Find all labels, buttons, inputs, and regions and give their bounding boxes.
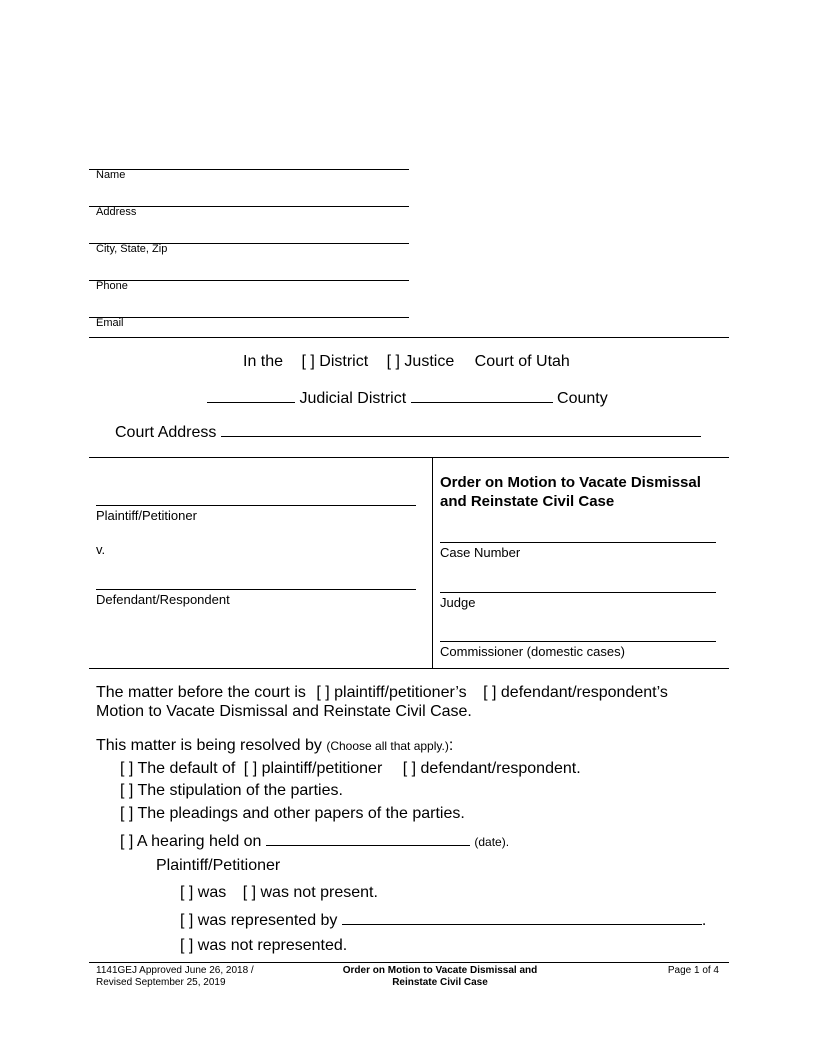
- name-line: [89, 169, 409, 170]
- footer-form-line-1: 1141GEJ Approved June 26, 2018 /: [96, 965, 254, 976]
- resolved-prefix: This matter is being resolved by: [96, 737, 322, 754]
- resolved-line: [96, 737, 453, 755]
- was-not-present-checkbox[interactable]: [ ]: [242, 884, 257, 901]
- court-line: [243, 353, 570, 371]
- footer-title: [315, 965, 565, 989]
- hearing-date-blank[interactable]: [266, 831, 470, 846]
- address-label: Address: [96, 206, 137, 218]
- in-the-text: In the: [243, 353, 284, 370]
- represented-period: .: [701, 912, 707, 929]
- plaintiff-heading: Plaintiff/Petitioner: [156, 857, 281, 874]
- default-plaintiff-checkbox[interactable]: [ ]: [243, 760, 258, 777]
- default-plaintiff-label: plaintiff/petitioner: [261, 760, 383, 777]
- court-top-rule: [89, 337, 729, 338]
- footer-rule: [89, 962, 729, 963]
- stipulation-checkbox[interactable]: [ ]: [120, 782, 134, 799]
- footer-form-info: [96, 965, 254, 989]
- defendant-label: Defendant/Respondent: [96, 592, 230, 607]
- hearing-label: A hearing held on: [136, 833, 262, 850]
- plaintiff-label: Plaintiff/Petitioner: [96, 508, 197, 523]
- footer-title-line-1: Order on Motion to Vacate Dismissal and: [342, 965, 538, 976]
- pleadings-checkbox[interactable]: [ ]: [120, 805, 134, 822]
- justice-checkbox[interactable]: [ ]: [386, 353, 400, 370]
- represented-checkbox[interactable]: [ ]: [180, 912, 194, 929]
- stipulation-option: [120, 782, 343, 800]
- judge-label: Judge: [440, 595, 476, 610]
- page-number: Page 1 of 4: [667, 965, 719, 976]
- justice-label: Justice: [404, 353, 455, 370]
- caption-divider: [432, 457, 433, 668]
- presence-option: [180, 884, 378, 902]
- commissioner-blank[interactable]: [440, 641, 716, 642]
- defendant-possessive: defendant/respondent’s: [500, 684, 668, 701]
- phone-label: Phone: [96, 280, 128, 292]
- document-title: [440, 473, 701, 511]
- district-county-line: [207, 388, 608, 408]
- address-line: [89, 206, 409, 207]
- matter-line-2: Motion to Vacate Dismissal and Reinstate Civil Case.: [96, 703, 472, 720]
- footer-form-line-2: Revised September 25, 2019: [96, 977, 226, 988]
- court-address-blank[interactable]: [221, 422, 701, 437]
- default-option: [120, 760, 581, 778]
- defendant-blank[interactable]: [96, 589, 416, 590]
- was-not-present-label: was not present.: [260, 884, 378, 901]
- court-of-utah: Court of Utah: [474, 353, 570, 370]
- default-checkbox[interactable]: [ ]: [120, 760, 134, 777]
- court-address-line: [115, 422, 701, 442]
- default-defendant-checkbox[interactable]: [ ]: [402, 760, 417, 777]
- matter-line-1: [96, 684, 668, 702]
- was-present-checkbox[interactable]: [ ]: [180, 884, 194, 901]
- district-label: District: [319, 353, 369, 370]
- county-label: County: [557, 390, 608, 407]
- plaintiff-motion-checkbox[interactable]: [ ]: [316, 684, 330, 701]
- caption-top-rule: [89, 457, 729, 458]
- hearing-option: [120, 831, 509, 851]
- city-label: City, State, Zip: [96, 243, 168, 255]
- judicial-district-label: Judicial District: [299, 390, 407, 407]
- commissioner-label: Commissioner (domestic cases): [440, 644, 625, 659]
- not-represented-option: [180, 937, 347, 955]
- not-represented-checkbox[interactable]: [ ]: [180, 937, 194, 954]
- title-line-2: and Reinstate Civil Case: [440, 493, 615, 510]
- defendant-motion-checkbox[interactable]: [ ]: [483, 684, 497, 701]
- represented-option: [180, 910, 706, 930]
- court-address-label: Court Address: [115, 424, 217, 441]
- case-number-blank[interactable]: [440, 542, 716, 543]
- title-line-1: Order on Motion to Vacate Dismissal: [440, 474, 701, 491]
- was-present-label: was: [197, 884, 227, 901]
- case-number-label: Case Number: [440, 545, 521, 560]
- district-checkbox[interactable]: [ ]: [301, 353, 315, 370]
- default-defendant-label: defendant/respondent.: [420, 760, 581, 777]
- plaintiff-blank[interactable]: [96, 505, 416, 506]
- email-label: Email: [96, 317, 124, 329]
- not-represented-label: was not represented.: [197, 937, 348, 954]
- stipulation-label: The stipulation of the parties.: [137, 782, 343, 799]
- represented-by-label: was represented by: [197, 912, 338, 929]
- caption-bottom-rule: [89, 668, 729, 669]
- hearing-checkbox[interactable]: [ ]: [120, 833, 134, 850]
- versus-label: v.: [96, 542, 106, 557]
- footer-title-line-2: Reinstate Civil Case: [392, 977, 488, 988]
- represented-by-blank[interactable]: [342, 910, 702, 925]
- pleadings-option: [120, 805, 465, 823]
- choose-note: (Choose all that apply.): [326, 739, 449, 753]
- resolved-colon: :: [448, 737, 454, 754]
- plaintiff-possessive: plaintiff/petitioner’s: [334, 684, 467, 701]
- phone-line: [89, 280, 409, 281]
- judge-blank[interactable]: [440, 592, 716, 593]
- hearing-date-note: (date).: [474, 835, 510, 849]
- default-of-label: The default of: [137, 760, 236, 777]
- email-line: [89, 317, 409, 318]
- pleadings-label: The pleadings and other papers of the parties.: [137, 805, 465, 822]
- name-label: Name: [96, 169, 126, 181]
- judicial-district-blank[interactable]: [207, 388, 295, 403]
- matter-prefix: The matter before the court is: [96, 684, 306, 701]
- county-blank[interactable]: [411, 388, 553, 403]
